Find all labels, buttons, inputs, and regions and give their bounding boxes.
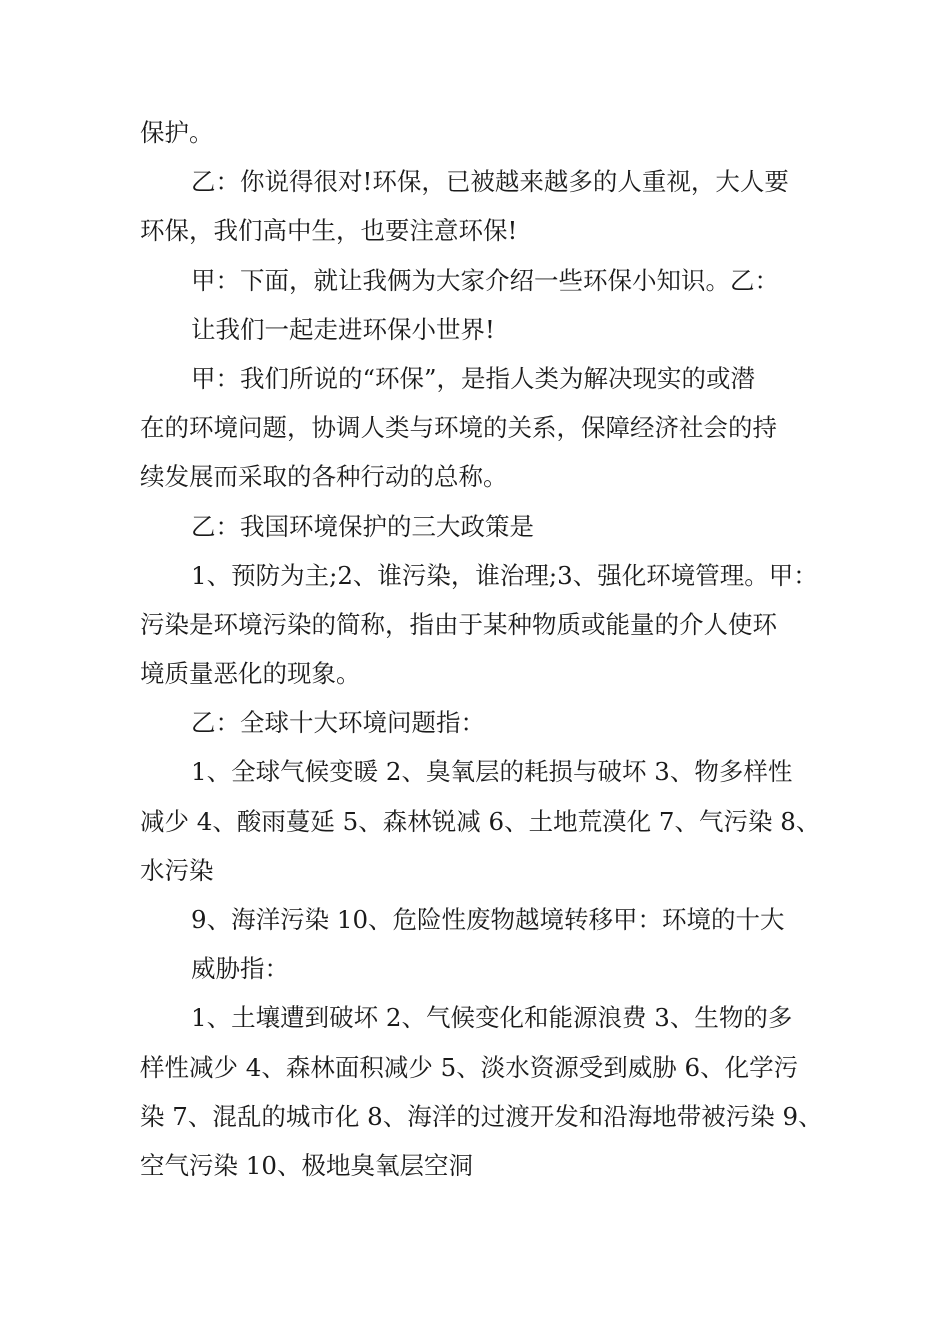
text-line: 样性减少 4、森林面积减少 5、淡水资源受到威胁 6、化学污 [140, 1052, 799, 1082]
text-line: 乙：你说得很对!环保，已被越来越多的人重视，大人要 [191, 167, 789, 197]
text-line: 威胁指： [191, 954, 289, 984]
text-line: 1、全球气候变暖 2、臭氧层的耗损与破坏 3、物多样性 [191, 757, 793, 787]
body-text [140, 108, 840, 1190]
text-line: 让我们一起走进环保小世界! [191, 314, 495, 344]
text-line: 境质量恶化的现象。 [140, 659, 361, 689]
text-line: 水污染 [140, 855, 214, 885]
text-line: 续发展而采取的各种行动的总称。 [140, 462, 508, 492]
text-line: 染 7、混乱的城市化 8、海洋的过渡开发和沿海地带被污染 9、 [140, 1101, 823, 1131]
text-line: 空气污染 10、极地臭氧层空洞 [140, 1150, 473, 1180]
text-line: 甲：下面，就让我俩为大家介绍一些环保小知识。乙： [191, 265, 779, 295]
text-line: 1、预防为主;2、谁污染，谁治理;3、强化环境管理。甲： [191, 560, 818, 590]
text-line: 减少 4、酸雨蔓延 5、森林锐减 6、土地荒漠化 7、气污染 8、 [140, 806, 821, 836]
text-line: 环保，我们高中生，也要注意环保! [140, 216, 518, 246]
text-line: 甲：我们所说的“环保”，是指人类为解决现实的或潜 [191, 363, 756, 393]
text-line: 乙：全球十大环境问题指： [191, 708, 485, 738]
text-line: 污染是环境污染的简称，指由于某种物质或能量的介人使环 [140, 609, 777, 639]
text-line: 9、海洋污染 10、危险性废物越境转移甲：环境的十大 [191, 905, 785, 934]
text-line: 保护。 [140, 118, 214, 147]
text-line: 1、土壤遭到破坏 2、气候变化和能源浪费 3、生物的多 [191, 1003, 793, 1033]
text-line: 乙：我国环境保护的三大政策是 [191, 511, 534, 541]
text-line: 在的环境问题，协调人类与环境的关系，保障经济社会的持 [140, 413, 777, 443]
